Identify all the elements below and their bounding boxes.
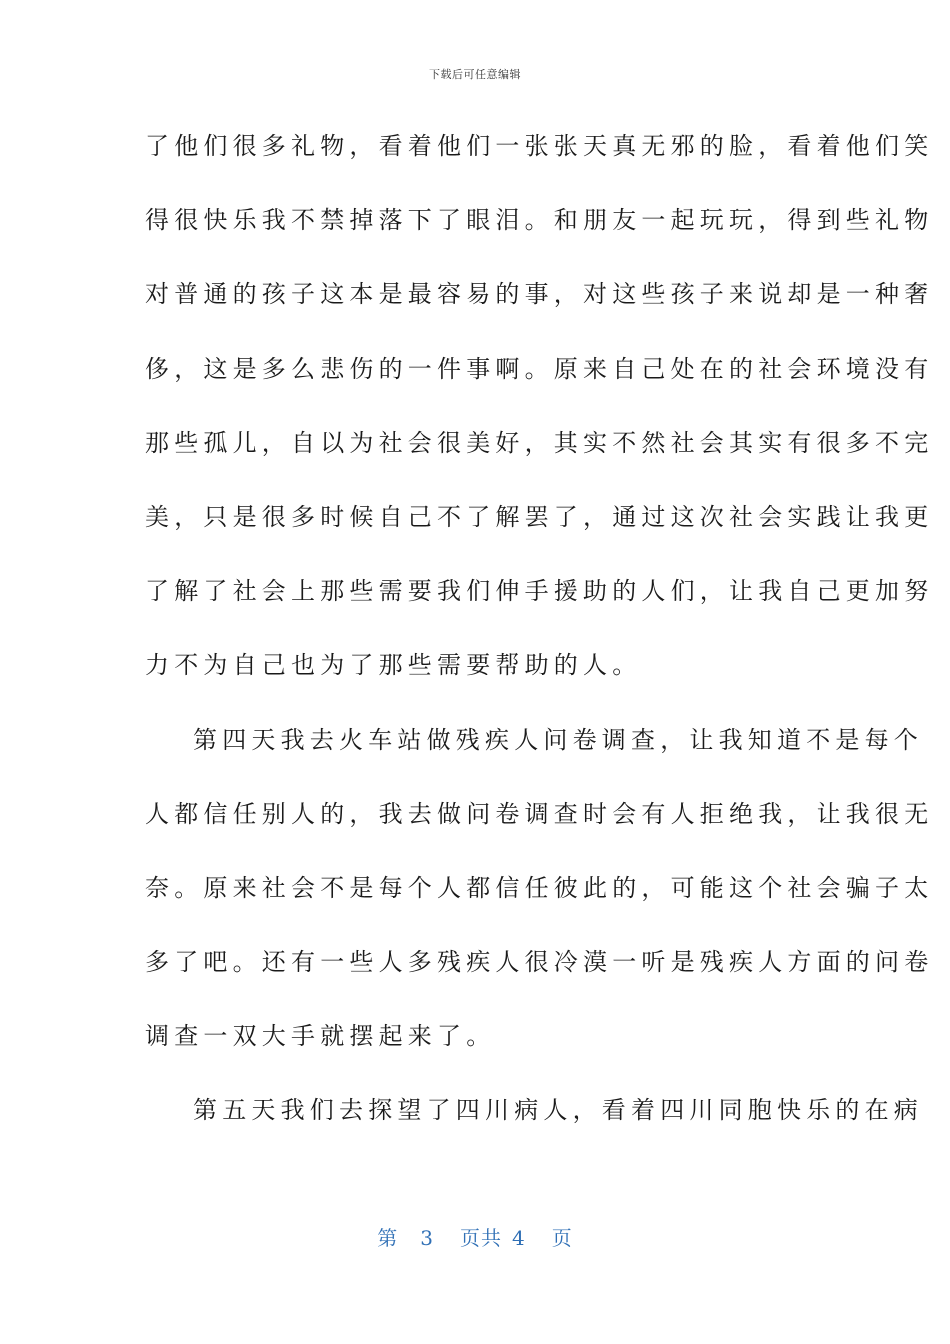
body-text	[145, 122, 934, 1161]
footer-prefix: 第	[377, 1226, 399, 1250]
footer-middle: 页共	[460, 1226, 502, 1250]
current-page-number: 3	[420, 1226, 434, 1250]
text-line: 力不为自己也为了那些需要帮助的人。	[145, 651, 642, 680]
paragraph-start-line: 第四天我去火车站做残疾人问卷调查，让我知道不是每个	[193, 725, 923, 754]
paragraph-start-line: 第五天我们去探望了四川病人，看着四川同胞快乐的在病	[193, 1096, 923, 1125]
header-note: 下载后可任意编辑	[429, 68, 521, 81]
text-line: 了他们很多礼物，看着他们一张张天真无邪的脸，看着他们笑	[145, 132, 934, 160]
text-line: 人都信任别人的，我去做问卷调查时会有人拒绝我，让我很无	[145, 799, 934, 828]
text-line: 得很快乐我不禁掉落下了眼泪。和朋友一起玩玩，得到些礼物	[145, 206, 934, 235]
text-line: 那些孤儿，自以为社会很美好，其实不然社会其实有很多不完	[145, 428, 934, 457]
text-line: 对普通的孩子这本是最容易的事，对这些孩子来说却是一种奢	[145, 280, 934, 309]
page-footer	[0, 1222, 950, 1251]
footer-suffix: 页	[551, 1226, 573, 1250]
text-line: 侈，这是多么悲伤的一件事啊。原来自己处在的社会环境没有	[145, 354, 934, 383]
text-line: 多了吧。还有一些人多残疾人很冷漠一听是残疾人方面的问卷	[145, 948, 934, 977]
text-line: 调查一双大手就摆起来了。	[145, 1022, 496, 1051]
text-line: 奈。原来社会不是每个人都信任彼此的，可能这个社会骗子太	[145, 873, 934, 902]
text-line: 了解了社会上那些需要我们伸手援助的人们，让我自己更加努	[145, 577, 934, 606]
total-pages-number: 4	[512, 1226, 526, 1250]
text-line: 美，只是很多时候自己不了解罢了，通过这次社会实践让我更	[145, 502, 934, 531]
